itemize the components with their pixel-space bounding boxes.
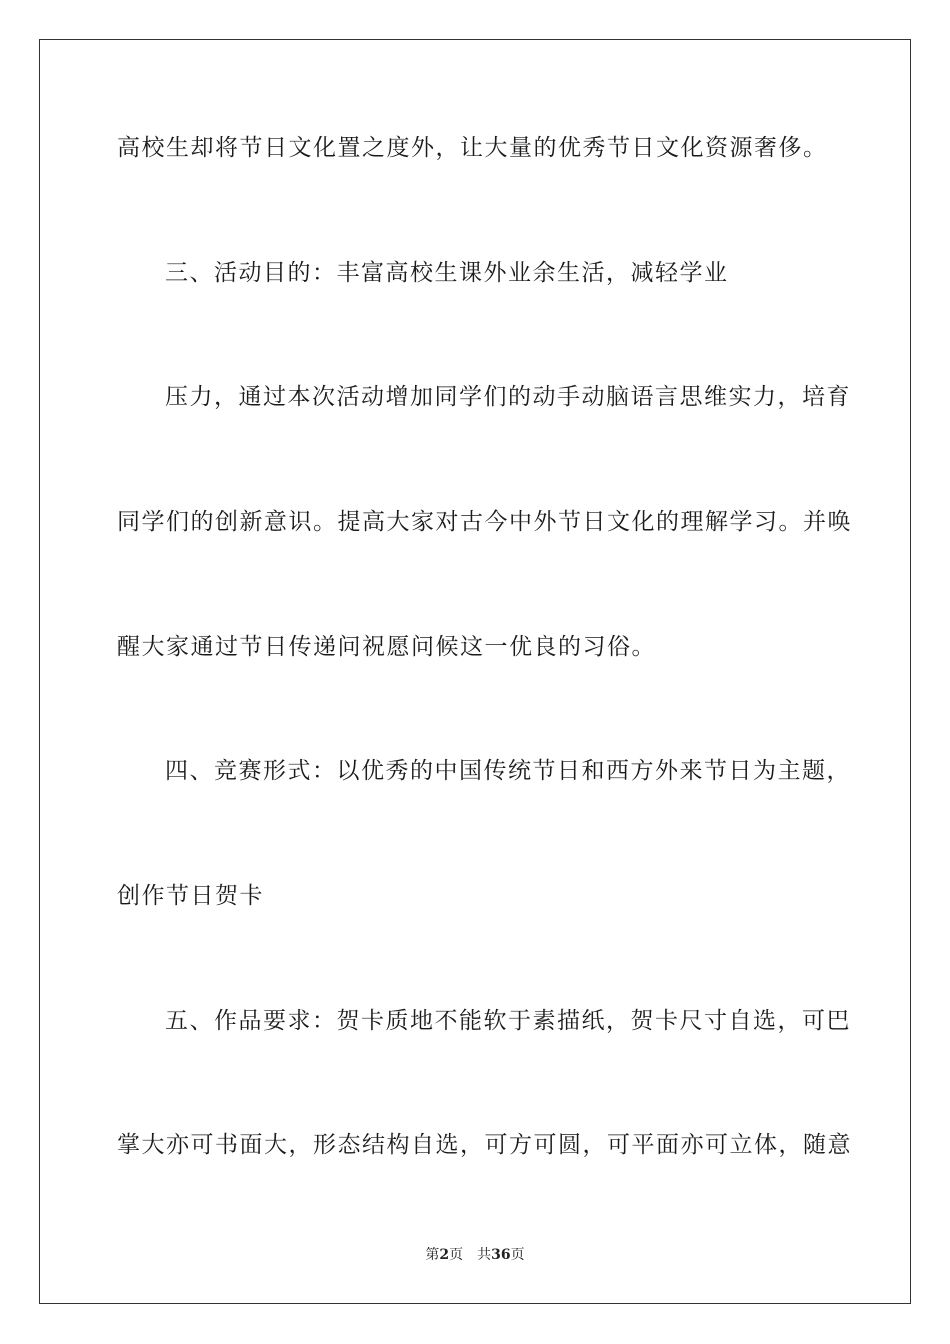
body-line-7: 创作节日贺卡 bbox=[117, 883, 264, 909]
body-line-3: 压力，通过本次活动增加同学们的动手动脑语言思维实力，培育 bbox=[165, 384, 851, 410]
body-line-6: 四、竞赛形式：以优秀的中国传统节日和西方外来节日为主题， bbox=[165, 758, 851, 784]
body-line-2: 三、活动目的：丰富高校生课外业余生活，减轻学业 bbox=[165, 260, 729, 286]
footer-total-suffix: 页 bbox=[510, 1247, 525, 1263]
page-footer bbox=[0, 1245, 950, 1265]
body-line-5: 醒大家通过节日传递问祝愿问候这一优良的习俗。 bbox=[117, 634, 656, 660]
body-line-8: 五、作品要求：贺卡质地不能软于素描纸，贺卡尺寸自选，可巴 bbox=[165, 1008, 851, 1034]
page-frame bbox=[39, 39, 911, 1304]
footer-total-pages: 36 bbox=[491, 1247, 511, 1263]
footer-page-prefix: 第 bbox=[425, 1247, 440, 1263]
footer-total-prefix: 共 bbox=[477, 1247, 492, 1263]
body-line-4: 同学们的创新意识。提高大家对古今中外节日文化的理解学习。并唤 bbox=[117, 509, 852, 535]
body-line-9: 掌大亦可书面大，形态结构自选，可方可圆，可平面亦可立体，随意 bbox=[117, 1132, 852, 1158]
body-line-1: 高校生却将节日文化置之度外，让大量的优秀节日文化资源奢侈。 bbox=[117, 135, 828, 161]
footer-page-suffix: 页 bbox=[449, 1247, 464, 1263]
footer-page-number: 2 bbox=[439, 1247, 450, 1263]
